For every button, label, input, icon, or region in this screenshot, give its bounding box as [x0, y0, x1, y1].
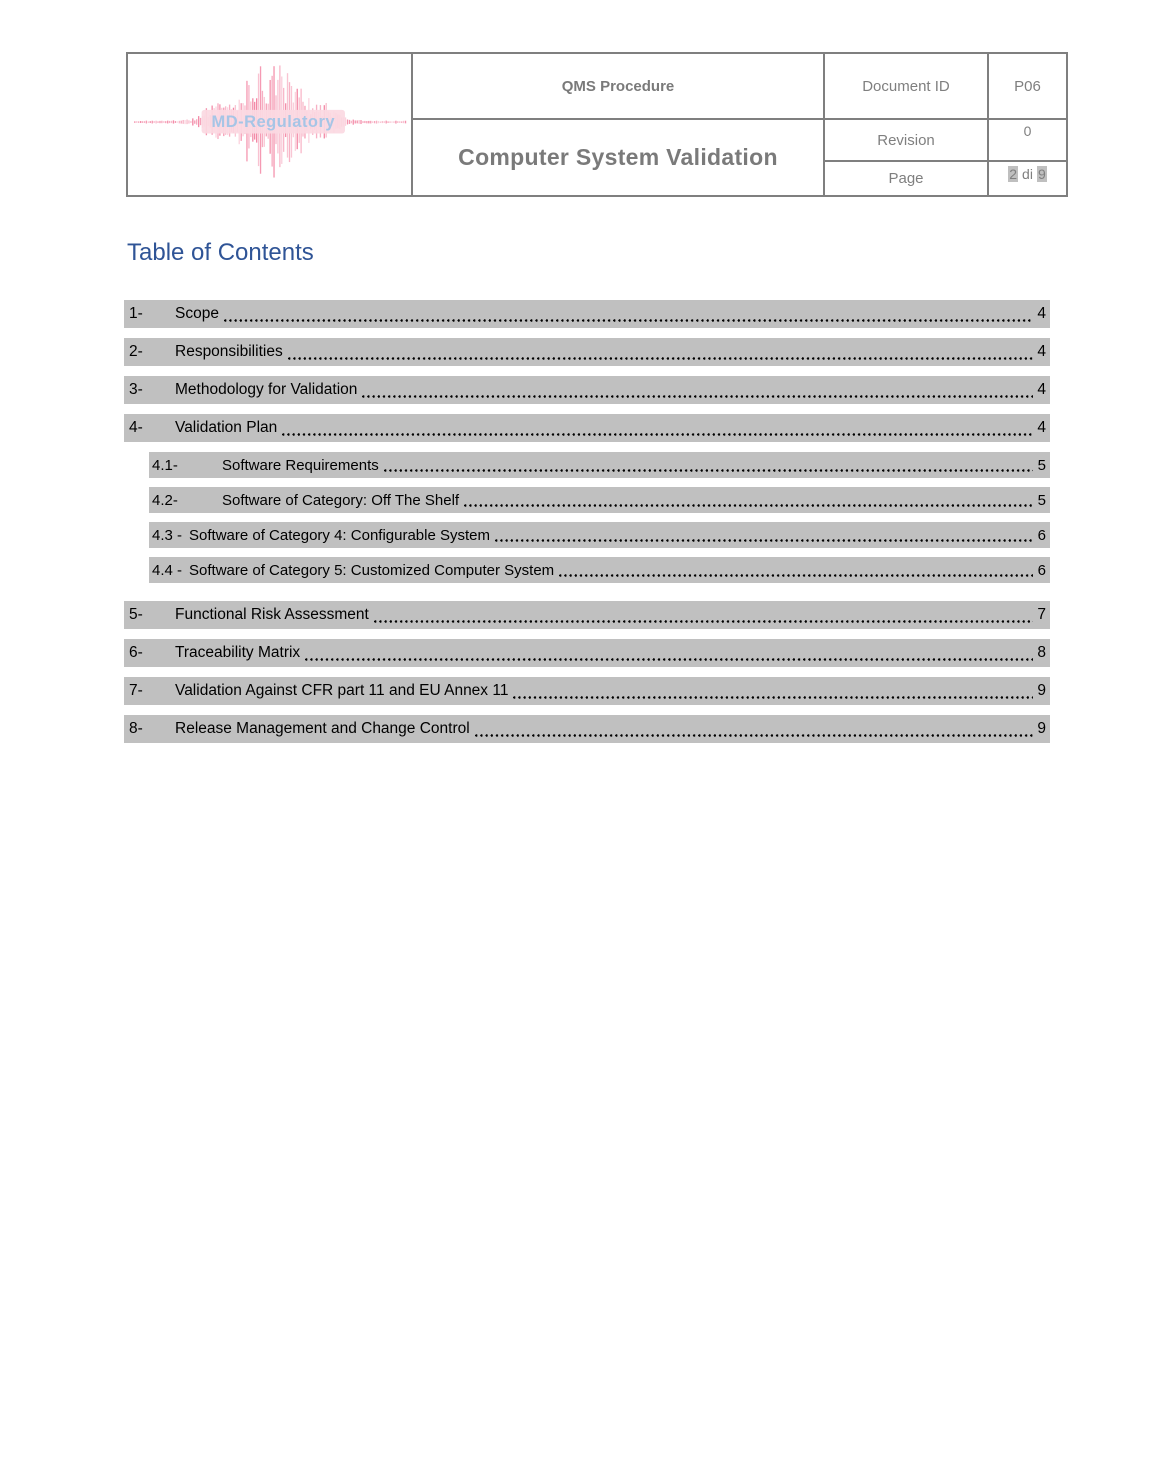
logo-text: MD-Regulatory — [211, 112, 336, 131]
toc-entry-number: 4.2- — [152, 491, 178, 509]
toc-entry-cfr-part-11[interactable] — [124, 677, 1050, 705]
page-value-cell — [987, 160, 1066, 195]
toc-entry-page: 9 — [1037, 682, 1046, 699]
toc-entry-title: Methodology for Validation — [175, 381, 358, 398]
toc-dot-leader — [305, 658, 1033, 661]
page-label-cell — [823, 160, 987, 195]
toc-entry-number: 8- — [129, 720, 143, 737]
toc-entry-title: Software of Category 5: Customized Computer System — [189, 561, 555, 579]
page-current-number: 2 — [1009, 166, 1018, 182]
toc-entry-scope[interactable] — [124, 300, 1050, 328]
toc-entry-number: 5- — [129, 606, 143, 623]
toc-entry-page: 7 — [1037, 606, 1046, 623]
toc-entry-methodology[interactable] — [124, 376, 1050, 404]
toc-entry-title: Traceability Matrix — [175, 644, 301, 661]
doc-type-label: QMS Procedure — [561, 77, 675, 95]
toc-dot-leader — [374, 620, 1033, 623]
toc-entry-functional-risk-assessment[interactable] — [124, 601, 1050, 629]
toc-dot-leader — [384, 469, 1033, 472]
toc-entry-title: Release Management and Change Control — [175, 720, 470, 737]
toc-entry-page: 6 — [1037, 526, 1046, 544]
toc-dot-leader — [464, 504, 1033, 507]
toc-entry-number: 4.3 - — [152, 526, 183, 544]
page-total-number: 9 — [1037, 166, 1046, 182]
toc-entry-traceability-matrix[interactable] — [124, 639, 1050, 667]
toc-dot-leader — [288, 357, 1033, 360]
toc-entry-validation-plan[interactable] — [124, 414, 1050, 442]
toc-entry-number: 3- — [129, 381, 143, 398]
toc-entry-page: 4 — [1037, 381, 1046, 398]
toc-dot-leader — [362, 395, 1033, 398]
toc-entry-customized-system[interactable] — [149, 557, 1050, 583]
toc-dot-leader — [513, 696, 1033, 699]
toc-dot-leader — [475, 734, 1033, 737]
company-logo-waveform-icon — [128, 54, 411, 195]
toc-entry-title: Functional Risk Assessment — [175, 606, 369, 623]
toc-entry-page: 9 — [1037, 720, 1046, 737]
document-header-table — [126, 52, 1068, 197]
table-of-contents — [124, 300, 1050, 743]
toc-entry-title: Validation Plan — [175, 419, 278, 436]
toc-entry-software-requirements[interactable] — [149, 452, 1050, 478]
toc-entry-title: Software of Category: Off The Shelf — [222, 491, 460, 509]
toc-entry-title: Software Requirements — [222, 456, 379, 474]
revision-label: Revision — [877, 131, 935, 149]
revision-value: 0 — [1023, 123, 1032, 139]
toc-entry-number: 4.4 - — [152, 561, 183, 579]
toc-entry-number: 7- — [129, 682, 143, 699]
toc-subsection-group — [124, 452, 1050, 583]
document-id-value: P06 — [1014, 77, 1041, 95]
toc-entry-number: 1- — [129, 305, 143, 322]
toc-entry-page: 6 — [1037, 561, 1046, 579]
toc-entry-page: 4 — [1037, 419, 1046, 436]
toc-entry-number: 2- — [129, 343, 143, 360]
toc-entry-number: 4.1- — [152, 456, 178, 474]
toc-heading: Table of Contents — [127, 239, 314, 266]
toc-entry-release-management[interactable] — [124, 715, 1050, 743]
toc-entry-title: Responsibilities — [175, 343, 283, 360]
toc-entry-title: Validation Against CFR part 11 and EU Annex 11 — [175, 682, 509, 699]
logo-cell — [128, 54, 411, 195]
toc-entry-off-the-shelf[interactable] — [149, 487, 1050, 513]
document-id-value-cell — [987, 54, 1066, 118]
toc-entry-configurable-system[interactable] — [149, 522, 1050, 548]
revision-value-cell — [987, 118, 1066, 160]
document-title: Computer System Validation — [458, 144, 778, 170]
toc-entry-page: 5 — [1037, 491, 1046, 509]
document-id-label-cell — [823, 54, 987, 118]
toc-dot-leader — [282, 433, 1033, 436]
toc-dot-leader — [559, 574, 1033, 577]
toc-entry-page: 4 — [1037, 305, 1046, 322]
toc-entry-page: 4 — [1037, 343, 1046, 360]
toc-entry-responsibilities[interactable] — [124, 338, 1050, 366]
toc-dot-leader — [224, 319, 1033, 322]
toc-entry-page: 8 — [1037, 644, 1046, 661]
toc-entry-number: 6- — [129, 644, 143, 661]
toc-entry-title: Software of Category 4: Configurable System — [189, 526, 490, 544]
doc-type-cell — [411, 54, 823, 118]
doc-title-cell — [411, 118, 823, 195]
toc-entry-page: 5 — [1037, 456, 1046, 474]
toc-dot-leader — [495, 539, 1033, 542]
page-separator: di — [1022, 166, 1033, 182]
page-label: Page — [888, 170, 924, 187]
toc-entry-number: 4- — [129, 419, 143, 436]
revision-label-cell — [823, 118, 987, 160]
document-id-label: Document ID — [862, 77, 950, 95]
toc-entry-title: Scope — [175, 305, 219, 322]
